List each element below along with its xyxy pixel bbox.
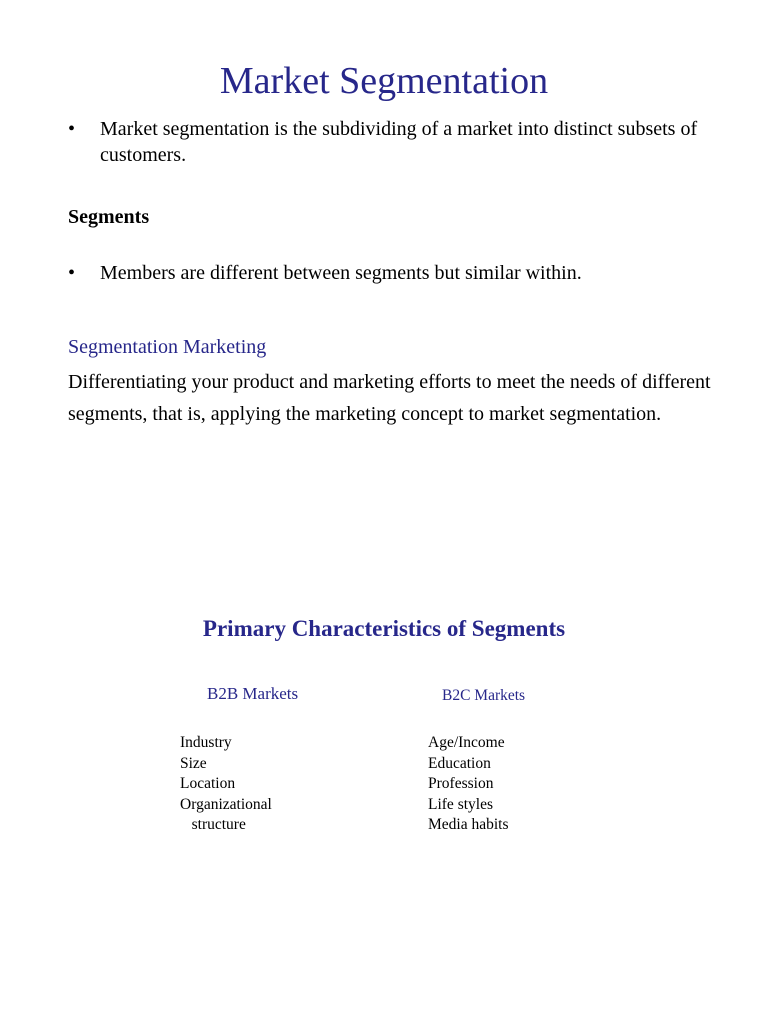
segmentation-marketing-heading: Segmentation Marketing <box>68 336 267 358</box>
list-item: Age/Income <box>428 734 505 751</box>
b2b-characteristics-list <box>180 733 272 836</box>
b2c-markets-heading: B2C Markets <box>442 687 526 704</box>
list-item: Location <box>180 775 236 792</box>
primary-characteristics-title: Primary Characteristics of Segments <box>202 616 566 641</box>
bullet-text: Members are different between segments but similar within. <box>100 262 582 284</box>
list-item: Life styles <box>428 795 493 813</box>
list-item: Industry <box>180 734 232 751</box>
list-item: Organizational <box>180 795 272 813</box>
bullet-text: Market segmentation is the subdividing of a market into distinct subsets of customers. <box>100 118 698 166</box>
list-item: Size <box>180 754 207 772</box>
bullet-symbol: • <box>68 262 76 284</box>
bullet-market-segmentation-definition <box>68 116 758 168</box>
bullet-segments-members <box>68 260 758 286</box>
bullet-symbol: • <box>68 118 76 140</box>
b2b-markets-heading: B2B Markets <box>207 684 299 703</box>
page-title: Market Segmentation <box>219 60 549 102</box>
b2c-characteristics-list <box>428 733 509 836</box>
list-item: Education <box>428 754 491 772</box>
list-item: Media habits <box>428 816 509 833</box>
list-item: structure <box>180 816 246 833</box>
segments-heading: Segments <box>68 206 150 228</box>
segmentation-marketing-body: Differentiating your product and marketing efforts to meet the needs of different segments, that is, applying the marketing concept to market segmentation. <box>68 371 711 425</box>
list-item: Profession <box>428 775 494 792</box>
